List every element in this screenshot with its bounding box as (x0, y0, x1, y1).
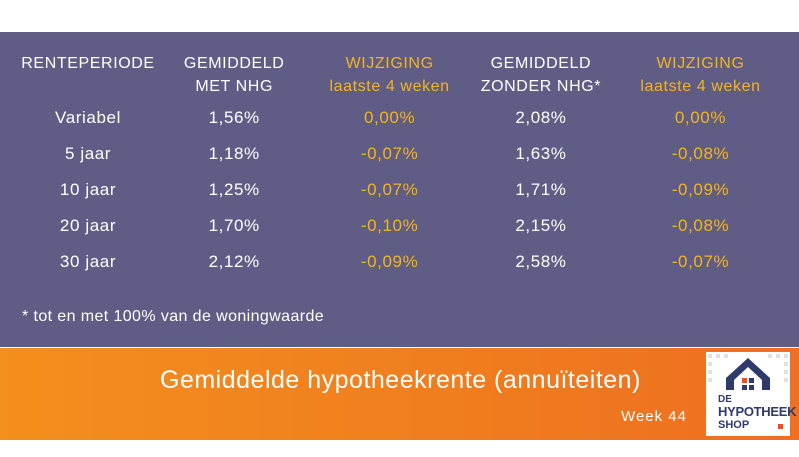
logo-text-shop: SHOP (718, 419, 750, 431)
header-gemiddeld-zonder-nhg: GEMIDDELD ZONDER NHG* (480, 55, 602, 95)
table-row (18, 244, 788, 280)
cell-rate-zonder-nhg: 2,15% (515, 216, 567, 235)
cell-change-zonder-nhg: -0,09% (671, 180, 730, 199)
table-row (18, 172, 788, 208)
header-wijziging-met-nhg: WIJZIGING laatste 4 weken (329, 55, 450, 95)
rates-panel (0, 32, 799, 347)
cell-change-met-nhg: -0,09% (360, 252, 419, 271)
cell-rate-zonder-nhg: 2,08% (515, 108, 567, 127)
cell-change-zonder-nhg: -0,08% (671, 144, 730, 163)
cell-period: 30 jaar (59, 252, 117, 271)
cell-change-zonder-nhg: -0,08% (671, 216, 730, 235)
footnote: * tot en met 100% van de woningwaarde (22, 308, 325, 325)
cell-rate-met-nhg: 1,18% (208, 144, 260, 163)
logo-text-de: DE (718, 394, 732, 405)
table-row (18, 100, 788, 136)
table-row (18, 136, 788, 172)
header-renteperiode: RENTEPERIODE (21, 55, 155, 72)
hypotheekshop-logo (706, 352, 797, 436)
cell-change-met-nhg: -0,07% (360, 180, 419, 199)
cell-change-zonder-nhg: -0,07% (671, 252, 730, 271)
cell-rate-met-nhg: 1,70% (208, 216, 260, 235)
banner-title: Gemiddelde hypotheekrente (annuïteiten) (160, 366, 641, 394)
cell-change-met-nhg: -0,10% (360, 216, 419, 235)
cell-rate-zonder-nhg: 1,63% (515, 144, 567, 163)
cell-rate-met-nhg: 1,25% (208, 180, 260, 199)
cell-rate-met-nhg: 2,12% (208, 252, 260, 271)
cell-rate-zonder-nhg: 2,58% (515, 252, 567, 271)
table-row (18, 208, 788, 244)
cell-change-met-nhg: -0,07% (360, 144, 419, 163)
cell-period: 20 jaar (59, 216, 117, 235)
rates-table (18, 52, 788, 280)
cell-change-met-nhg: 0,00% (364, 108, 416, 127)
table-header-row (18, 52, 788, 100)
cell-period: 5 jaar (64, 144, 112, 163)
title-banner (0, 348, 799, 440)
header-wijziging-zonder-nhg: WIJZIGING laatste 4 weken (640, 55, 761, 95)
cell-rate-met-nhg: 1,56% (208, 108, 260, 127)
header-gemiddeld-met-nhg: GEMIDDELD MET NHG (183, 55, 285, 95)
cell-rate-zonder-nhg: 1,71% (515, 180, 567, 199)
week-label: Week 44 (621, 408, 687, 425)
cell-period: Variabel (55, 108, 121, 127)
logo-text-hypotheek: HYPOTHEEK (718, 404, 797, 419)
cell-period: 10 jaar (59, 180, 117, 199)
cell-change-zonder-nhg: 0,00% (674, 108, 727, 127)
